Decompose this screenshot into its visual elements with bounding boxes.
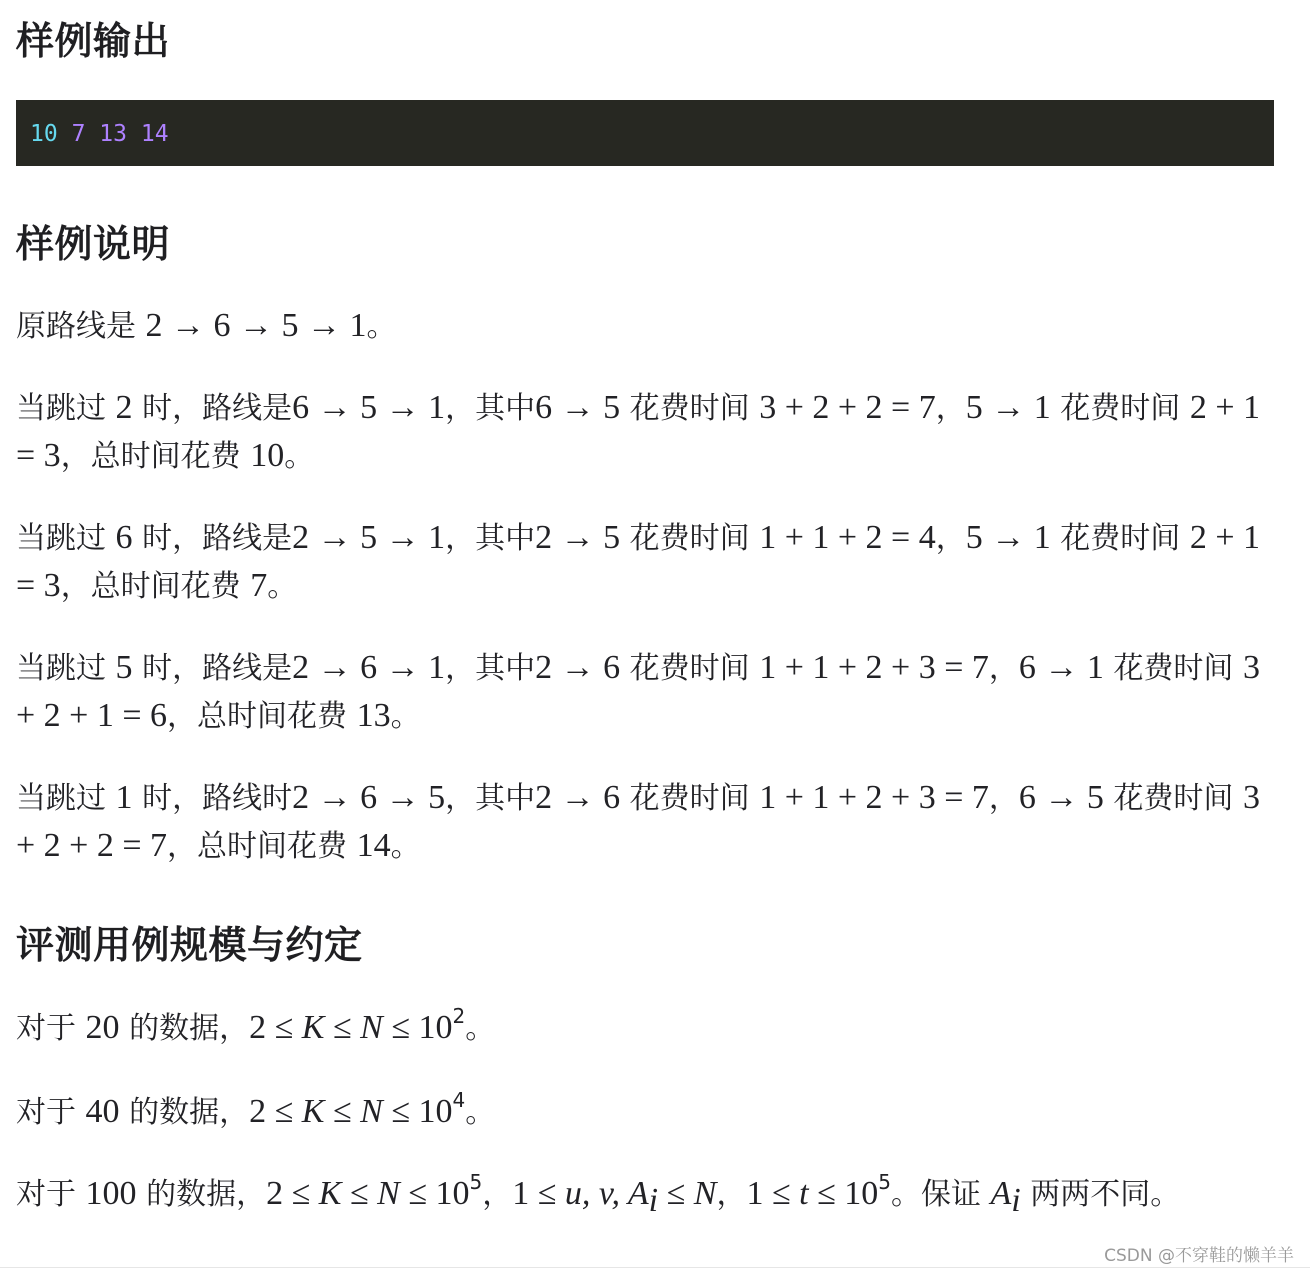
text-span: 1 ≤: [512, 1175, 565, 1212]
text-span: ，其中: [445, 651, 536, 686]
text-span: ，: [935, 521, 966, 556]
text-span: 4: [452, 1088, 466, 1112]
text-span: 3 + 2 + 2 = 7: [759, 389, 936, 426]
text-span: 2 → 6 → 1: [292, 649, 446, 686]
sample-explanation-heading: 样例说明: [16, 222, 171, 266]
text-span: 1 ≤: [746, 1175, 800, 1212]
text-span: 20: [85, 1009, 120, 1046]
text-span: 2 ≤: [266, 1175, 319, 1212]
text-span: 。: [390, 699, 421, 734]
explanation-paragraph-skip-6: [16, 514, 1278, 610]
text-span: K: [318, 1175, 342, 1212]
text-span: K: [301, 1093, 325, 1130]
text-span: 当跳过: [16, 781, 106, 816]
text-span: 2 → 6 → 5 → 1: [145, 307, 367, 344]
text-span: A: [990, 1175, 1012, 1212]
text-span: 10: [250, 437, 285, 474]
text-span: N: [360, 1093, 383, 1130]
text-span: 2 + 1 = 3: [16, 519, 1260, 604]
text-span: ，总时间花费: [167, 829, 348, 864]
text-span: 40: [85, 1093, 120, 1130]
text-span: 花费时间: [1113, 651, 1234, 686]
constraint-20-percent: [16, 1004, 1278, 1052]
text-span: 对于: [16, 1177, 76, 1212]
text-span: 5: [878, 1170, 891, 1194]
code-token: 7: [71, 121, 86, 147]
csdn-watermark: CSDN @不穿鞋的懒羊羊: [1104, 1246, 1294, 1266]
text-span: 花费时间: [1113, 781, 1234, 816]
text-span: 对于: [16, 1095, 76, 1130]
code-token: 13: [99, 121, 127, 147]
text-span: ，: [988, 781, 1019, 816]
text-span: ，总时间花费: [167, 699, 348, 734]
text-span: 6: [115, 519, 133, 556]
text-span: ≤ 10: [399, 1175, 470, 1212]
text-span: 5: [115, 649, 133, 686]
text-span: 3 + 2 + 1 = 6: [16, 649, 1260, 734]
text-span: 100: [85, 1175, 137, 1212]
text-span: 7: [250, 567, 268, 604]
text-span: ≤: [324, 1009, 361, 1046]
text-span: K: [301, 1009, 325, 1046]
text-span: ≤ 10: [808, 1175, 879, 1212]
text-span: 。: [267, 569, 298, 604]
text-span: 时，路线是: [142, 521, 293, 556]
text-span: 6 → 5: [535, 389, 621, 426]
text-span: N: [693, 1175, 717, 1212]
text-span: 2 → 6 → 5: [292, 779, 446, 816]
text-span: 1 + 1 + 2 + 3 = 7: [759, 649, 989, 686]
text-span: 花费时间: [629, 651, 750, 686]
text-span: 2 + 1 = 3: [16, 389, 1260, 474]
text-span: 对于: [16, 1011, 76, 1046]
text-span: u, v, A: [564, 1175, 649, 1212]
text-span: N: [360, 1009, 383, 1046]
text-span: 5 → 1: [965, 389, 1051, 426]
text-span: 2 → 5: [535, 519, 621, 556]
evaluation-scale-heading: 评测用例规模与约定: [16, 923, 363, 967]
explanation-paragraph-skip-1: [16, 774, 1278, 870]
text-span: 花费时间: [629, 781, 750, 816]
text-span: ，其中: [445, 521, 536, 556]
text-span: ≤: [324, 1093, 361, 1130]
text-span: ≤ 10: [382, 1009, 453, 1046]
text-span: i: [1011, 1182, 1021, 1219]
text-span: 的数据，: [129, 1011, 250, 1046]
text-span: ≤ 10: [382, 1093, 453, 1130]
text-span: ，: [482, 1177, 513, 1212]
text-span: 6 → 1: [1018, 649, 1104, 686]
text-span: 14: [356, 827, 391, 864]
text-span: 2 → 5 → 1: [292, 519, 446, 556]
bottom-divider: [0, 1267, 1310, 1268]
text-span: i: [648, 1182, 659, 1219]
text-span: 。: [390, 829, 421, 864]
text-span: ，总时间花费: [60, 569, 241, 604]
text-span: 2: [115, 389, 133, 426]
text-span: 花费时间: [629, 391, 750, 426]
constraint-100-percent: [16, 1170, 1278, 1218]
text-span: 花费时间: [629, 521, 750, 556]
text-span: 当跳过: [16, 651, 106, 686]
text-span: 1 + 1 + 2 = 4: [759, 519, 936, 556]
explanation-paragraph-skip-5: [16, 644, 1278, 740]
text-span: 时，路线是: [142, 391, 293, 426]
text-span: ，: [716, 1177, 747, 1212]
text-span: N: [377, 1175, 400, 1212]
text-span: 花费时间: [1060, 521, 1181, 556]
text-span: 。: [465, 1011, 496, 1046]
text-span: 1: [115, 779, 133, 816]
text-span: 时，路线时: [142, 781, 293, 816]
text-span: ≤: [341, 1175, 378, 1212]
text-span: 。: [366, 309, 397, 344]
text-span: 13: [356, 697, 391, 734]
text-span: 1 + 1 + 2 + 3 = 7: [759, 779, 989, 816]
text-span: 5 → 1: [965, 519, 1051, 556]
text-span: 时，路线是: [142, 651, 293, 686]
text-span: 。: [465, 1095, 496, 1130]
text-span: 2 → 6: [535, 779, 621, 816]
text-span: ，其中: [445, 391, 536, 426]
sample-output-code-block: [16, 100, 1274, 166]
text-span: ，: [935, 391, 966, 426]
text-span: 3 + 2 + 2 = 7: [16, 779, 1260, 864]
text-span: 原路线是: [16, 309, 136, 344]
text-span: 的数据，: [129, 1095, 250, 1130]
explanation-paragraph-skip-2: [16, 384, 1278, 480]
text-span: ，: [988, 651, 1019, 686]
text-span: ≤: [658, 1175, 694, 1212]
code-token: 14: [140, 121, 169, 147]
text-span: 2 ≤: [249, 1093, 302, 1130]
text-span: t: [799, 1175, 809, 1212]
explanation-paragraph-route: [16, 302, 1278, 350]
sample-output-heading: 样例输出: [16, 19, 171, 63]
text-span: 6 → 5: [1018, 779, 1104, 816]
text-span: 2: [452, 1004, 466, 1028]
text-span: 两两不同。: [1030, 1177, 1181, 1212]
text-span: 花费时间: [1060, 391, 1181, 426]
text-span: 当跳过: [16, 391, 106, 426]
text-span: 2 → 6: [535, 649, 621, 686]
text-span: 5: [469, 1170, 483, 1194]
text-span: 的数据，: [146, 1177, 267, 1212]
text-span: ，总时间花费: [60, 439, 241, 474]
text-span: 2 ≤: [249, 1009, 302, 1046]
text-span: ，其中: [445, 781, 536, 816]
text-span: 当跳过: [16, 521, 106, 556]
code-token: 10: [30, 121, 58, 147]
constraint-40-percent: [16, 1088, 1278, 1136]
text-span: 。: [284, 439, 315, 474]
text-span: 。保证: [890, 1177, 981, 1212]
text-span: 6 → 5 → 1: [292, 389, 446, 426]
